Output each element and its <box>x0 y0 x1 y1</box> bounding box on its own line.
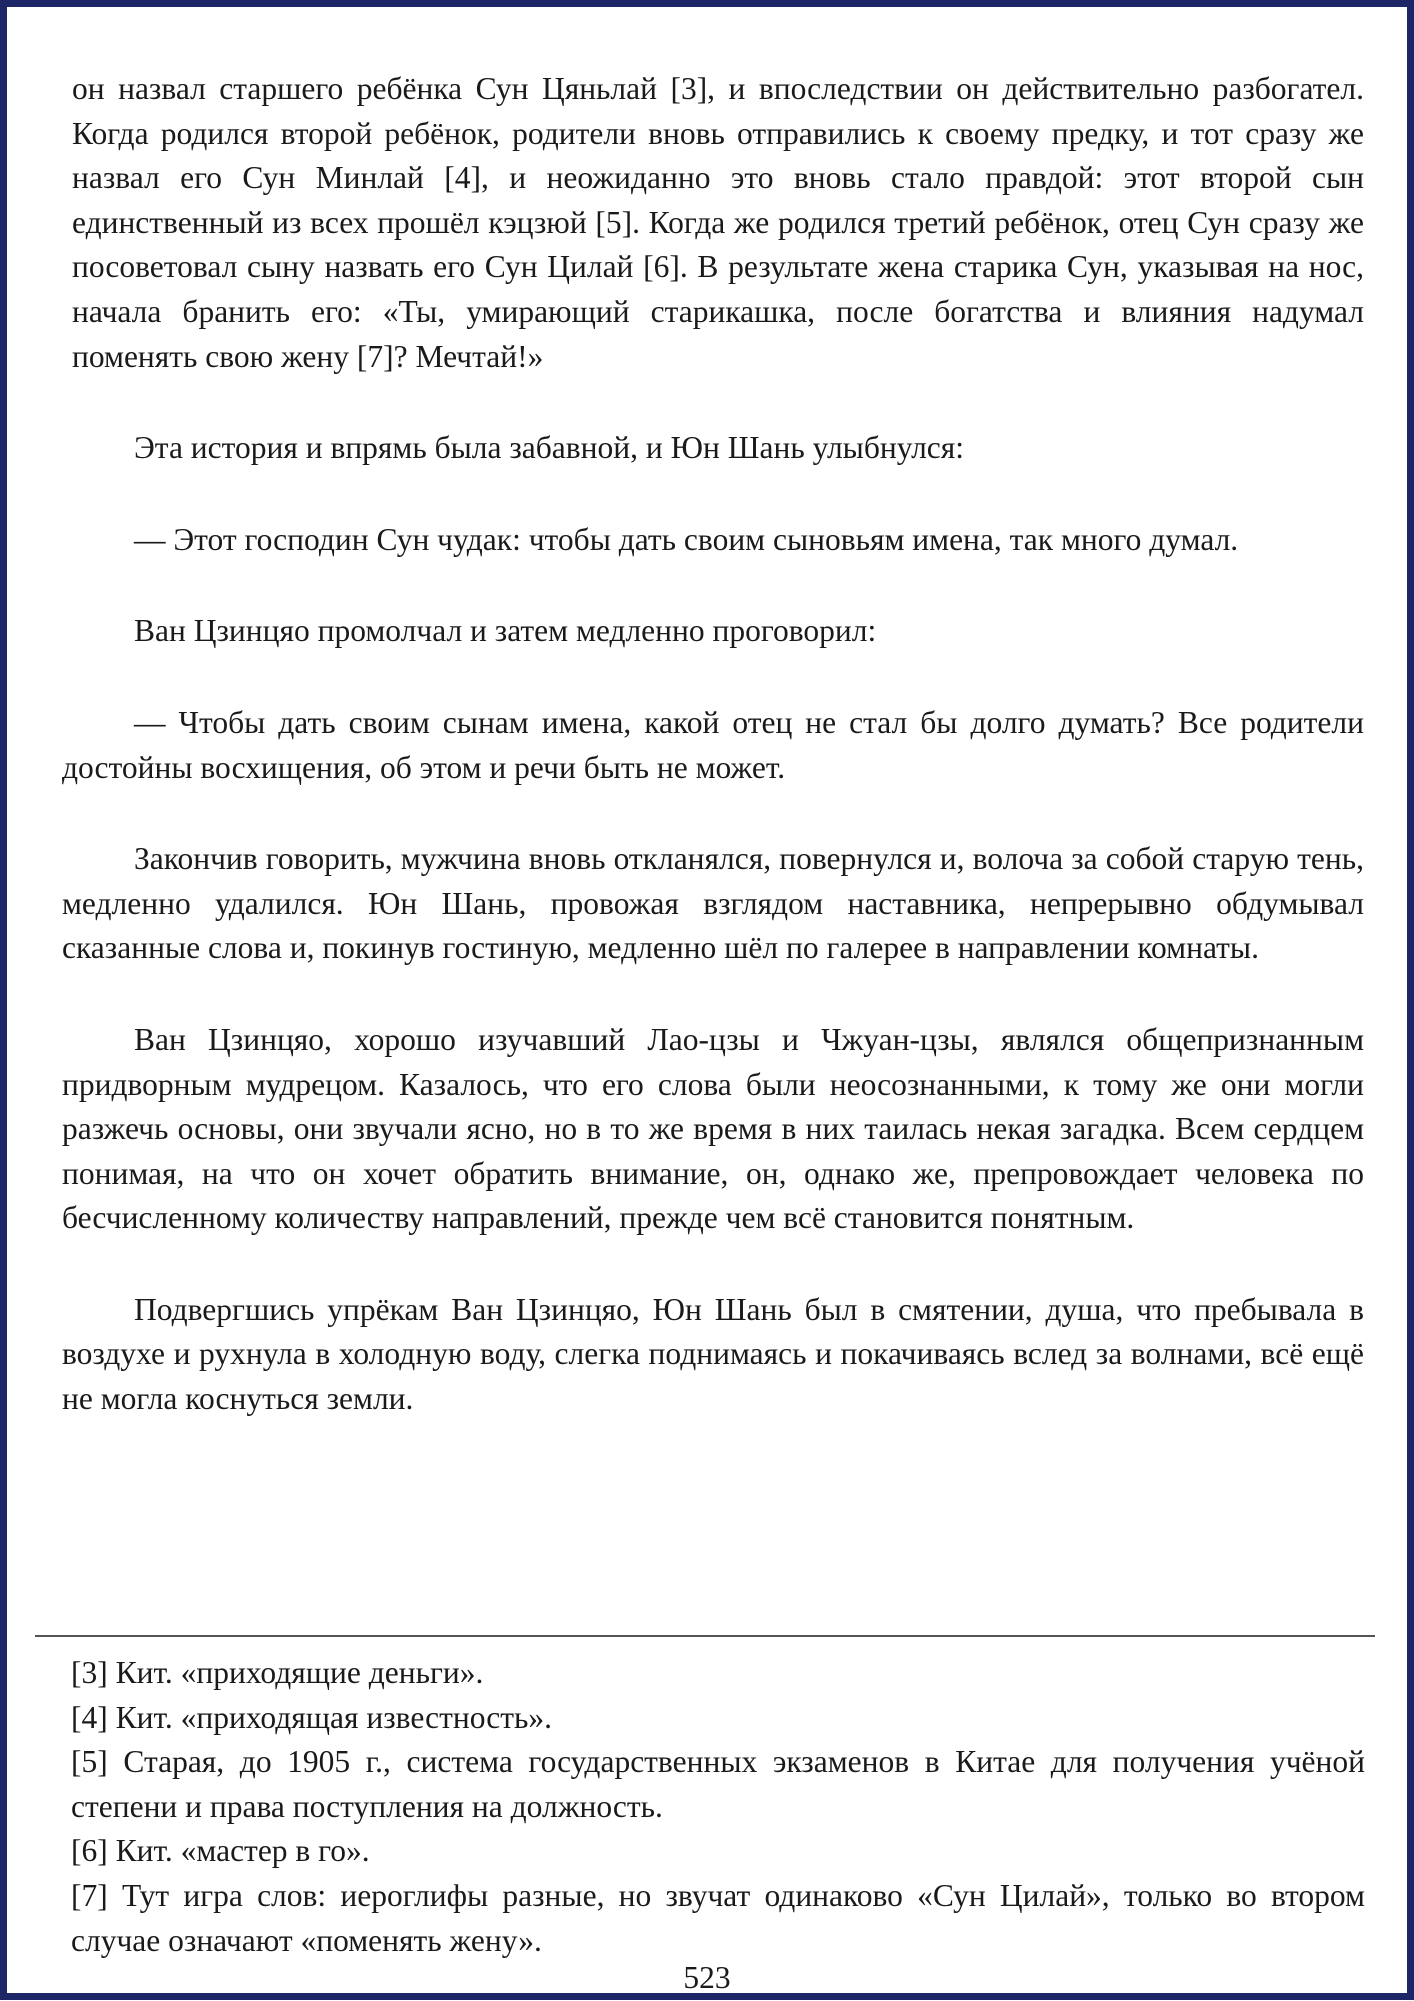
footnote: [6] Кит. «мастер в го». <box>71 1833 370 1869</box>
footnotes <box>71 1651 1365 1963</box>
footnote: [5] Старая, до 1905 г., система государственных экзаменов в Китае для получения учёной степени и права поступления на должность. <box>71 1744 1365 1824</box>
footnote: [3] Кит. «приходящие деньги». <box>71 1655 484 1690</box>
footnote: [4] Кит. «приходящая известность». <box>71 1699 552 1735</box>
paragraph: Эта история и впрямь была забавной, и Юн Шань улыбнулся: <box>134 430 965 466</box>
paragraph: он назвал старшего ребёнка Сун Цяньлай [3], и впоследствии он действительно разбогател. Когда родился второй ребёнок, родители вновь отправились к своему предку, и тот сразу же назвал его Сун Минлай [4], и неожиданно это вновь стало правдой: этот второй сын единственный из всех прошёл кэцзюй [5]. Когда же родился третий ребёнок, отец Сун сразу же посоветовал сыну назвать его Сун Цилай [6]. В результате жена старика Сун, указывая на нос, начала бранить его: «Ты, умирающий старикашка, после богатства и влияния надумал поменять свою жену [7]? Мечтай!» <box>72 71 1364 374</box>
paragraph: — Чтобы дать своим сынам имена, какой отец не стал бы долго думать? Все родители достойны восхищения, об этом и речи быть не может. <box>62 704 1364 785</box>
paragraph: — Этот господин Сун чудак: чтобы дать своим сыновьям имена, так много думал. <box>134 521 1239 557</box>
footnote-divider <box>35 1635 1375 1637</box>
body-text <box>62 67 1364 1469</box>
page-number: 523 <box>683 1960 731 1995</box>
paragraph: Закончив говорить, мужчина вновь откланялся, повернулся и, волоча за собой старую тень, медленно удалился. Юн Шань, провожая взглядом наставника, непрерывно обдумывал сказанные слова и, покинув гостиную, медленно шёл по галерее в направлении комнаты. <box>62 841 1364 966</box>
paragraph: Подвергшись упрёкам Ван Цзинцяо, Юн Шань был в смятении, душа, что пребывала в воздухе и рухнула в холодную воду, слегка поднимаясь и покачиваясь вслед за волнами, всё ещё не могла коснуться земли. <box>62 1291 1364 1417</box>
paragraph: Ван Цзинцяо промолчал и затем медленно проговорил: <box>134 613 877 649</box>
paragraph: Ван Цзинцяо, хорошо изучавший Лао-цзы и Чжуан-цзы, являлся общепризнанным придворным мудрецом. Казалось, что его слова были неосознанными, к тому же они могли разжечь основы, они звучали ясно, но в то же время в них таилась некая загадка. Всем сердцем понимая, на что он хочет обратить внимание, он, однако же, препровождает человека по бесчисленному количеству направлений, прежде чем всё становится понятным. <box>62 1021 1364 1236</box>
footnote: [7] Тут игра слов: иероглифы разные, но звучат одинаково «Сун Цилай», только во втором случае означают «поменять жену». <box>71 1877 1365 1958</box>
